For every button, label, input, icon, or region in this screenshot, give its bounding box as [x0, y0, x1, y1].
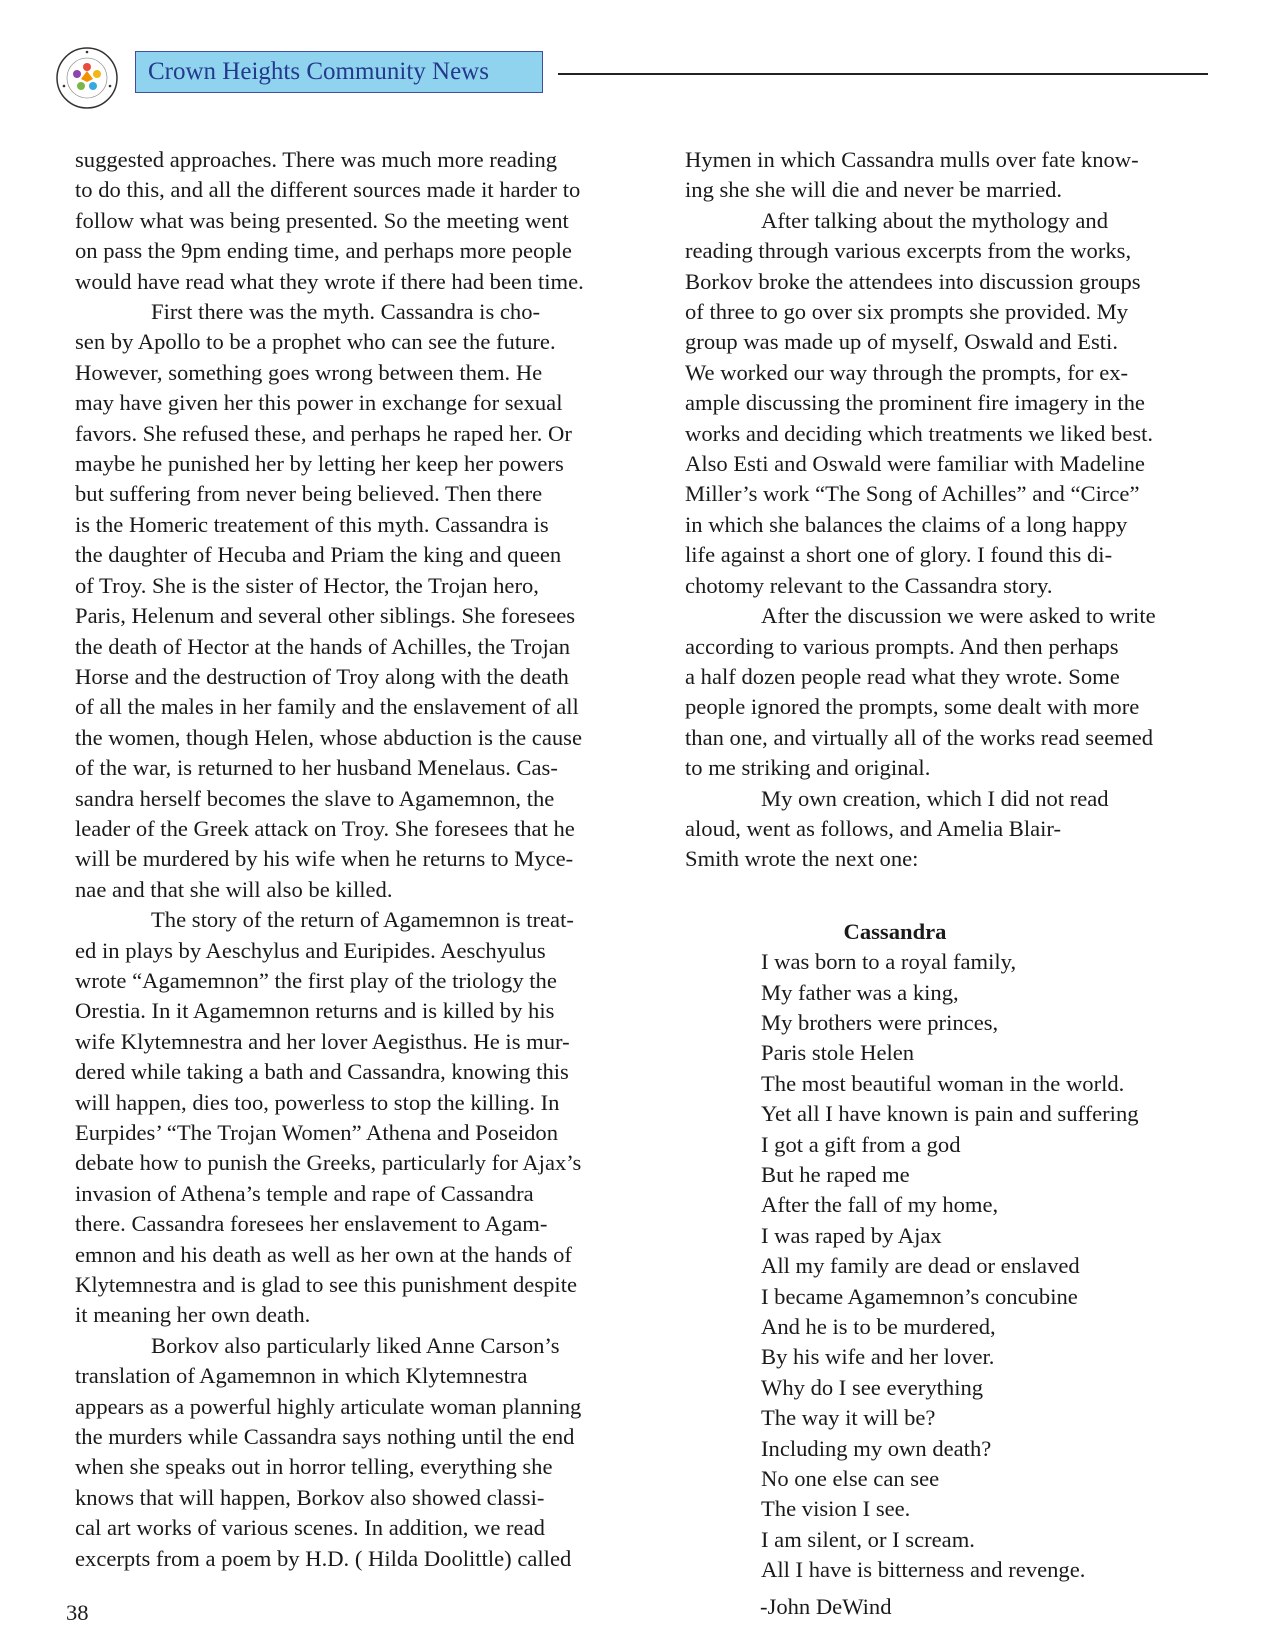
masthead-title: Crown Heights Community News	[135, 51, 543, 93]
poem	[685, 917, 1205, 1586]
paragraph: After talking about the mythology and reading through various excerpts from the works, Borkov broke the attendees into discussion groups of three to go over six prompts she provided. My group was made up of myself, Oswald and Esti. We worked our way through the prompts, for ex- ample discussing the prominent fire imagery in the works and deciding which treatments we liked best. Also Esti and Oswald were familiar with Madeline Miller’s work “The Song of Achilles” and “Circe” in which she balances the claims of a long happy life against a short one of glory. I found this di- chotomy relevant to the Cassandra story.	[685, 207, 1154, 598]
poem-line: My father was a king,	[761, 979, 959, 1005]
poem-line: And he is to be murdered,	[761, 1314, 996, 1340]
poem-line: The way it will be?	[761, 1405, 936, 1431]
paragraph: First there was the myth. Cassandra is cho- sen by Apollo to be a prophet who can see the future. However, something goes wrong between them. He may have given her this power in exchange for sexual favors. She refused these, and perhaps he raped her. Or maybe he punished her by letting her keep her powers but suffering from never being believed. Then there is the Homeric treatement of this myth. Cassandra is the daughter of Hecuba and Priam the king and queen of Troy. She is the sister of Hector, the Trojan hero, Paris, Helenum and several other siblings. She foresees the death of Hector at the hands of Achilles, the Trojan Horse and the destruction of Troy along with the death of all the males in her family and the enslavement of all the women, though Helen, whose abduction is the cause of the war, is returned to her husband Menelaus. Cas- sandra herself becomes the slave to Agamemnon, the leader of the Greek attack on Troy. She foresees that he will be murdered by his wife when he returns to Myce- nae and that she will also be killed.	[75, 299, 582, 902]
community-logo	[55, 46, 119, 110]
right-column	[685, 145, 1205, 1586]
poem-line: I became Agamemnon’s concubine	[761, 1283, 1078, 1309]
left-column	[75, 145, 655, 1574]
poem-line: The vision I see.	[761, 1496, 911, 1522]
poem-line: Why do I see everything	[761, 1374, 984, 1400]
page-number: 38	[66, 1600, 89, 1625]
poem-line: Yet all I have known is pain and suffering	[761, 1101, 1139, 1127]
poem-line: All my family are dead or enslaved	[761, 1253, 1080, 1279]
poem-line: I was born to a royal family,	[761, 949, 1017, 975]
poem-line: I got a gift from a god	[761, 1131, 961, 1157]
poem-line: No one else can see	[761, 1466, 940, 1492]
paragraph: My own creation, which I did not read aloud, went as follows, and Amelia Blair- Smith wrote the next one:	[685, 785, 1109, 872]
poem-line: My brothers were princes,	[761, 1009, 999, 1035]
paragraph: Hymen in which Cassandra mulls over fate know- ing she she will die and never be married.	[685, 147, 1139, 203]
poem-line: Including my own death?	[761, 1435, 992, 1461]
poem-line: After the fall of my home,	[761, 1192, 999, 1218]
paragraph: suggested approaches. There was much more reading to do this, and all the different sources made it harder to follow what was being presented. So the meeting went on pass the 9pm ending time, and perhaps more people would have read what they wrote if there had been time.	[75, 147, 584, 294]
poem-line: The most beautiful woman in the world.	[761, 1070, 1125, 1096]
paragraph: The story of the return of Agamemnon is treat- ed in plays by Aeschylus and Euripides. Aeschyulus wrote “Agamemnon” the first play of the triology the Orestia. In it Agamemnon returns and is killed by his wife Klytemnestra and her lover Aegisthus. He is mur- dered while taking a bath and Cassandra, knowing this will happen, dies too, powerless to stop the killing. In Eurpides’ “The Trojan Women” Athena and Poseidon debate how to punish the Greeks, particularly for Ajax’s invasion of Athena’s temple and rape of Cassandra there. Cassandra foresees her enslavement to Agam- emnon and his death as well as her own at the hands of Klytemnestra and is glad to see this punishment despite it meaning her own death.	[75, 907, 582, 1328]
poem-line: I am silent, or I scream.	[761, 1526, 975, 1552]
poem-line: Paris stole Helen	[761, 1040, 915, 1066]
poem-signature: -John DeWind	[760, 1594, 892, 1619]
poem-line: But he raped me	[761, 1162, 910, 1187]
poem-line: By his wife and her lover.	[761, 1344, 995, 1370]
poem-line: I was raped by Ajax	[761, 1222, 942, 1248]
header-rule	[558, 73, 1208, 75]
page-header	[55, 44, 1205, 104]
poem-title: Cassandra	[843, 918, 947, 944]
paragraph: After the discussion we were asked to write according to various prompts. And then perhaps a half dozen people read what they wrote. Some people ignored the prompts, some dealt with more than one, and virtually all of the works read seemed to me striking and original.	[685, 603, 1156, 781]
paragraph: Borkov also particularly liked Anne Carson’s translation of Agamemnon in which Klytemnestra appears as a powerful highly articulate woman planning the murders while Cassandra says nothing until the end when she speaks out in horror telling, everything she knows that will happen, Borkov also showed classi- cal art works of various scenes. In addition, we read excerpts from a poem by H.D. ( Hilda Doolittle) called	[75, 1332, 582, 1571]
poem-line: All I have is bitterness and revenge.	[761, 1557, 1086, 1583]
